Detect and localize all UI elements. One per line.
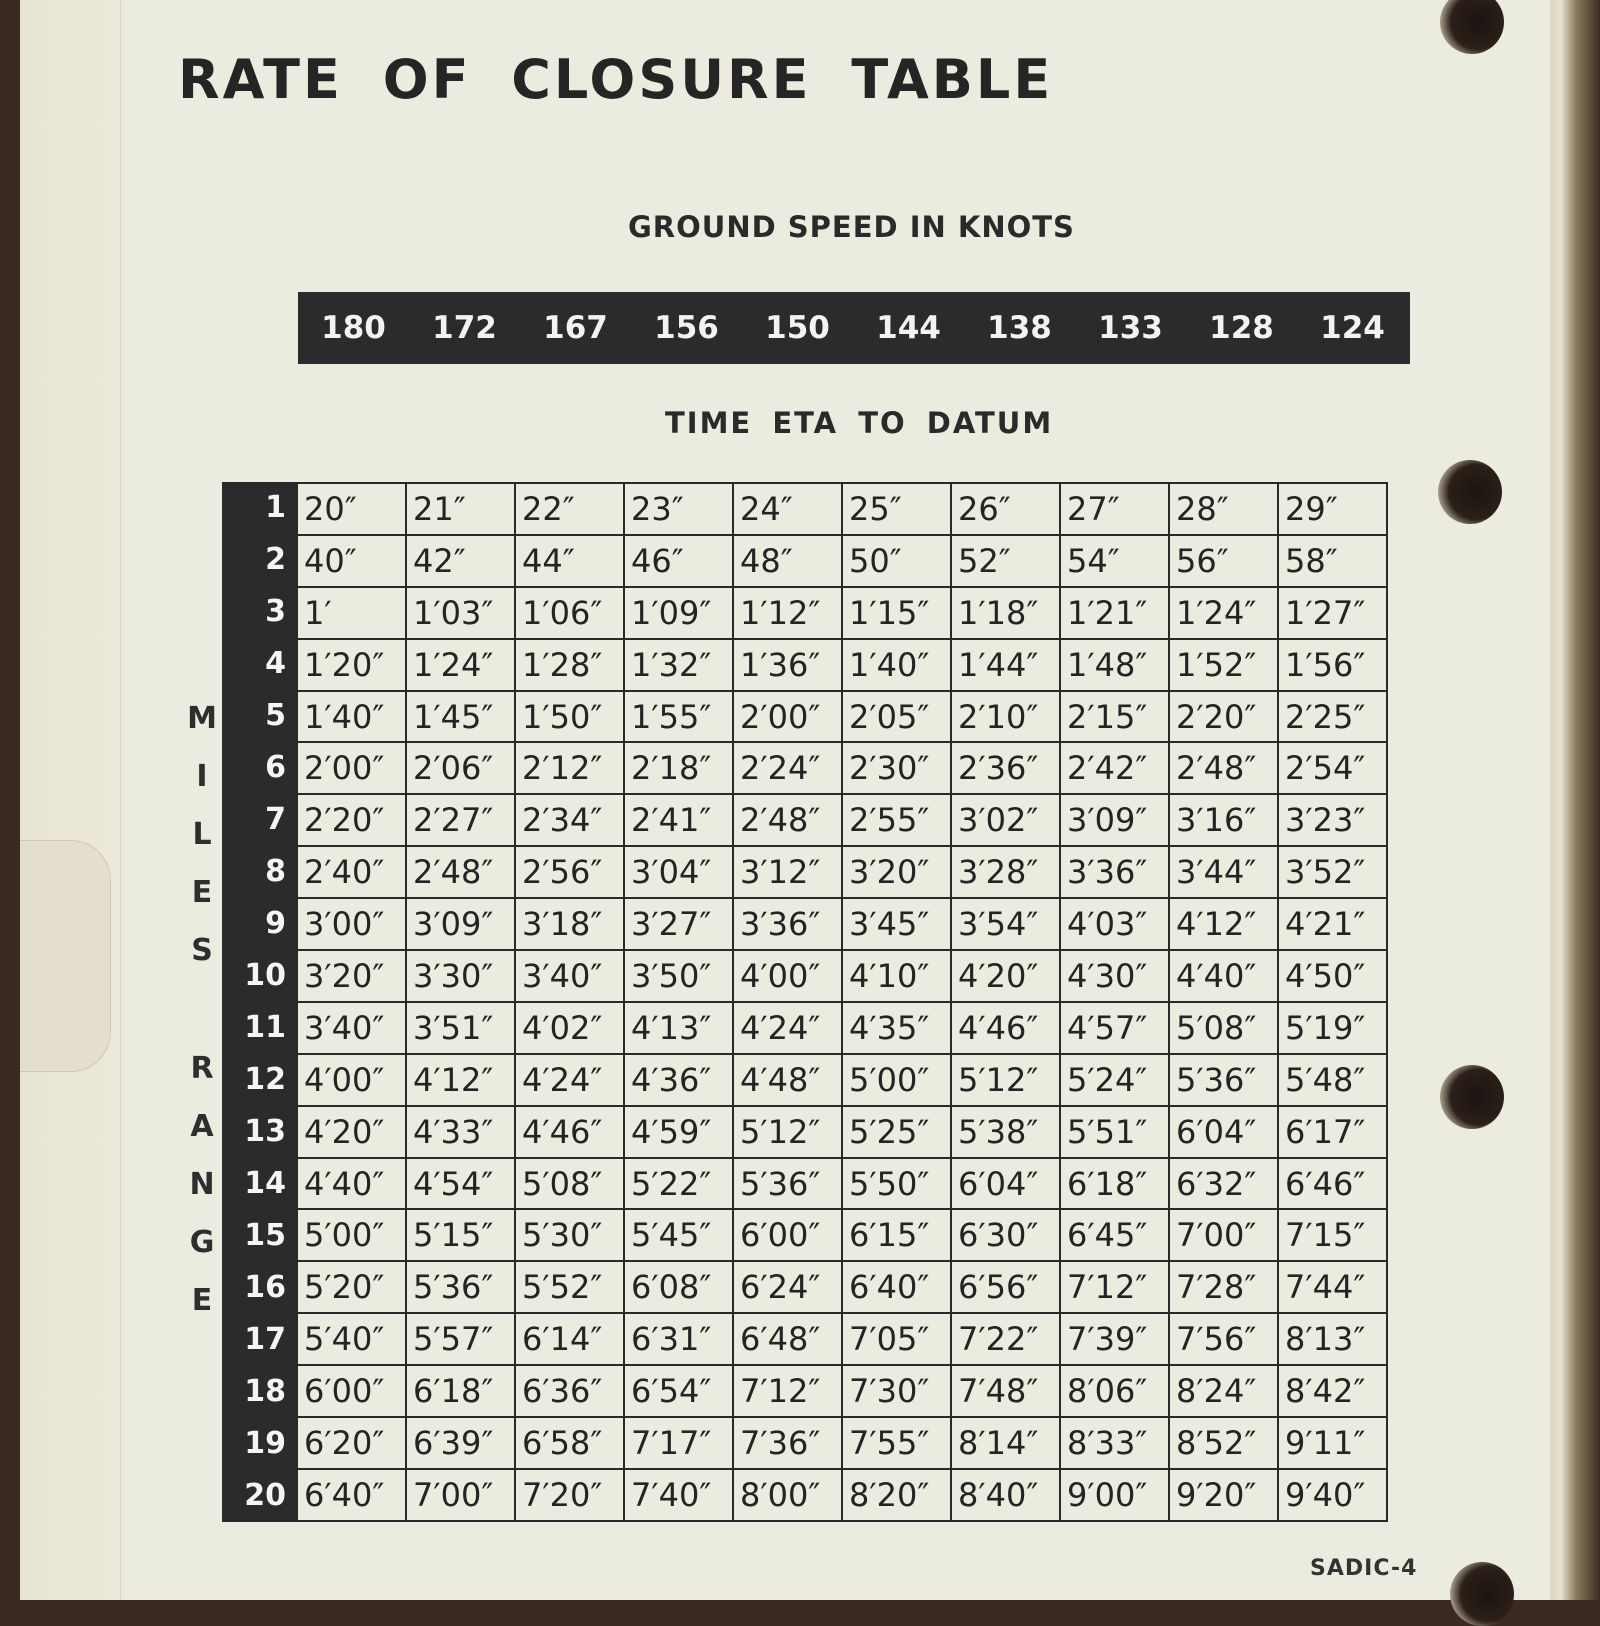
speed-header-cell: 180 [321,310,386,346]
range-letter: G [189,1225,215,1260]
time-cell: 1′40″ [842,639,951,691]
time-cell: 2′42″ [1060,742,1169,794]
speed-header-cell: 133 [1098,310,1163,346]
time-cell: 2′20″ [297,794,406,846]
time-cell: 6′04″ [951,1158,1060,1210]
time-cell: 5′08″ [1169,1002,1278,1054]
time-cell: 20″ [297,483,406,535]
time-cell: 8′06″ [1060,1365,1169,1417]
time-cell: 1′24″ [406,639,515,691]
speed-header-cell: 156 [654,310,719,346]
table-row [297,483,1387,535]
time-cell: 3′09″ [1060,794,1169,846]
time-cell: 2′36″ [951,742,1060,794]
time-cell: 5′48″ [1278,1054,1387,1106]
time-cell: 1′21″ [1060,587,1169,639]
range-vertical-label [178,1040,226,1330]
time-cell: 3′12″ [733,846,842,898]
range-letter: A [190,1109,214,1144]
time-cell: 1′24″ [1169,587,1278,639]
time-cell: 9′11″ [1278,1417,1387,1469]
time-cell: 2′34″ [515,794,624,846]
time-cell: 4′30″ [1060,950,1169,1002]
time-grid [296,482,1388,1522]
range-miles-cell: 4 [265,646,286,681]
range-miles-cell: 18 [244,1374,286,1409]
time-cell: 2′27″ [406,794,515,846]
miles-letter: I [196,759,208,794]
time-cell: 2′40″ [297,846,406,898]
time-cell: 7′39″ [1060,1313,1169,1365]
time-cell: 2′48″ [406,846,515,898]
time-cell: 7′30″ [842,1365,951,1417]
time-cell: 9′00″ [1060,1469,1169,1521]
time-cell: 4′46″ [515,1106,624,1158]
time-cell: 24″ [733,483,842,535]
time-cell: 7′40″ [624,1469,733,1521]
range-miles-cell: 8 [265,854,286,889]
miles-letter: L [192,817,212,852]
time-cell: 3′04″ [624,846,733,898]
range-miles-cell: 1 [265,490,286,525]
time-cell: 8′33″ [1060,1417,1169,1469]
time-cell: 2′00″ [733,691,842,743]
table-row [297,587,1387,639]
range-letter: R [190,1051,214,1086]
time-cell: 6′46″ [1278,1158,1387,1210]
time-cell: 26″ [951,483,1060,535]
time-cell: 6′56″ [951,1261,1060,1313]
range-miles-cell: 10 [244,958,286,993]
time-cell: 5′22″ [624,1158,733,1210]
time-cell: 5′40″ [297,1313,406,1365]
time-cell: 25″ [842,483,951,535]
time-heading: TIME ETA TO DATUM [665,406,1054,440]
time-cell: 6′18″ [406,1365,515,1417]
table-row [297,846,1387,898]
time-cell: 2′20″ [1169,691,1278,743]
time-cell: 4′12″ [1169,898,1278,950]
time-cell: 8′40″ [951,1469,1060,1521]
table-row [297,742,1387,794]
time-cell: 1′12″ [733,587,842,639]
time-cell: 6′54″ [624,1365,733,1417]
time-cell: 8′00″ [733,1469,842,1521]
time-cell: 4′40″ [297,1158,406,1210]
time-cell: 5′24″ [1060,1054,1169,1106]
time-cell: 4′02″ [515,1002,624,1054]
time-cell: 3′51″ [406,1002,515,1054]
page-title: RATE OF CLOSURE TABLE [178,48,1054,111]
time-cell: 28″ [1169,483,1278,535]
time-cell: 6′45″ [1060,1209,1169,1261]
punch-hole [1450,1562,1514,1626]
time-cell: 7′56″ [1169,1313,1278,1365]
time-cell: 7′05″ [842,1313,951,1365]
time-cell: 2′05″ [842,691,951,743]
range-miles-cell: 3 [265,594,286,629]
time-cell: 21″ [406,483,515,535]
time-cell: 5′36″ [406,1261,515,1313]
speed-header-cell: 138 [987,310,1052,346]
time-cell: 7′22″ [951,1313,1060,1365]
time-cell: 1′45″ [406,691,515,743]
range-miles-cell: 5 [265,698,286,733]
time-cell: 5′51″ [1060,1106,1169,1158]
range-letter: E [191,1283,213,1318]
page-left-strip [20,0,121,1600]
time-cell: 56″ [1169,535,1278,587]
time-cell: 3′00″ [297,898,406,950]
time-cell: 2′55″ [842,794,951,846]
time-cell: 2′54″ [1278,742,1387,794]
time-cell: 8′24″ [1169,1365,1278,1417]
time-cell: 8′42″ [1278,1365,1387,1417]
time-cell: 3′16″ [1169,794,1278,846]
range-letter: N [189,1167,215,1202]
time-cell: 5′52″ [515,1261,624,1313]
time-cell: 2′48″ [733,794,842,846]
range-miles-cell: 2 [265,542,286,577]
range-miles-cell: 7 [265,802,286,837]
closure-table [222,482,1388,1522]
time-cell: 50″ [842,535,951,587]
time-cell: 4′36″ [624,1054,733,1106]
table-row [297,898,1387,950]
speed-header-cell: 172 [432,310,497,346]
time-cell: 29″ [1278,483,1387,535]
miles-letter: E [191,875,213,910]
miles-letter: M [187,701,217,736]
time-cell: 3′36″ [733,898,842,950]
time-cell: 2′06″ [406,742,515,794]
time-cell: 2′48″ [1169,742,1278,794]
time-cell: 7′12″ [1060,1261,1169,1313]
time-cell: 1′18″ [951,587,1060,639]
time-cell: 1′48″ [1060,639,1169,691]
time-cell: 4′10″ [842,950,951,1002]
table-row [297,535,1387,587]
time-cell: 2′15″ [1060,691,1169,743]
table-row [297,950,1387,1002]
table-row [297,1002,1387,1054]
time-cell: 7′15″ [1278,1209,1387,1261]
range-miles-cell: 6 [265,750,286,785]
time-cell: 7′12″ [733,1365,842,1417]
time-cell: 6′00″ [297,1365,406,1417]
time-cell: 7′00″ [1169,1209,1278,1261]
speed-header-cell: 167 [543,310,608,346]
time-cell: 6′18″ [1060,1158,1169,1210]
time-cell: 2′12″ [515,742,624,794]
time-cell: 6′14″ [515,1313,624,1365]
time-cell: 6′39″ [406,1417,515,1469]
table-row [297,794,1387,846]
table-row [297,1313,1387,1365]
time-cell: 5′12″ [733,1106,842,1158]
time-cell: 7′20″ [515,1469,624,1521]
time-cell: 7′28″ [1169,1261,1278,1313]
page-tab-notch [20,840,111,1072]
time-cell: 1′52″ [1169,639,1278,691]
time-cell: 3′36″ [1060,846,1169,898]
table-row [297,1365,1387,1417]
time-cell: 5′25″ [842,1106,951,1158]
range-miles-cell: 15 [244,1218,286,1253]
time-cell: 5′50″ [842,1158,951,1210]
time-cell: 7′48″ [951,1365,1060,1417]
time-cell: 2′30″ [842,742,951,794]
time-cell: 7′36″ [733,1417,842,1469]
time-cell: 6′17″ [1278,1106,1387,1158]
time-cell: 1′36″ [733,639,842,691]
time-cell: 1′28″ [515,639,624,691]
time-cell: 6′58″ [515,1417,624,1469]
punch-hole [1438,460,1502,524]
time-cell: 6′40″ [297,1469,406,1521]
time-cell: 3′23″ [1278,794,1387,846]
time-cell: 3′44″ [1169,846,1278,898]
time-cell: 7′44″ [1278,1261,1387,1313]
time-cell: 7′17″ [624,1417,733,1469]
time-cell: 2′25″ [1278,691,1387,743]
time-cell: 22″ [515,483,624,535]
time-cell: 5′19″ [1278,1002,1387,1054]
time-cell: 4′13″ [624,1002,733,1054]
range-miles-cell: 17 [244,1322,286,1357]
time-cell: 5′45″ [624,1209,733,1261]
punch-hole [1440,1065,1504,1129]
range-miles-cell: 20 [244,1478,286,1513]
time-cell: 3′27″ [624,898,733,950]
time-cell: 4′24″ [515,1054,624,1106]
time-cell: 3′50″ [624,950,733,1002]
time-cell: 1′56″ [1278,639,1387,691]
time-cell: 2′24″ [733,742,842,794]
table-row [297,1209,1387,1261]
time-cell: 4′20″ [951,950,1060,1002]
time-cell: 4′00″ [297,1054,406,1106]
time-cell: 42″ [406,535,515,587]
time-cell: 54″ [1060,535,1169,587]
time-cell: 1′50″ [515,691,624,743]
miles-letter: S [191,933,213,968]
time-cell: 4′21″ [1278,898,1387,950]
table-row [297,1106,1387,1158]
table-row [297,1261,1387,1313]
range-miles-cell: 11 [244,1010,286,1045]
time-cell: 3′30″ [406,950,515,1002]
range-miles-cell: 12 [244,1062,286,1097]
time-cell: 7′55″ [842,1417,951,1469]
time-cell: 3′40″ [515,950,624,1002]
time-cell: 3′40″ [297,1002,406,1054]
time-cell: 52″ [951,535,1060,587]
page-footer-code: SADIC-4 [1310,1556,1418,1581]
time-cell: 3′20″ [297,950,406,1002]
table-row [297,1469,1387,1521]
time-cell: 6′32″ [1169,1158,1278,1210]
time-cell: 6′00″ [733,1209,842,1261]
time-cell: 44″ [515,535,624,587]
range-miles-cell: 9 [265,906,286,941]
time-cell: 6′48″ [733,1313,842,1365]
time-cell: 5′12″ [951,1054,1060,1106]
time-cell: 1′40″ [297,691,406,743]
table-row [297,691,1387,743]
time-cell: 5′00″ [842,1054,951,1106]
time-cell: 5′00″ [297,1209,406,1261]
time-cell: 8′20″ [842,1469,951,1521]
time-cell: 1′09″ [624,587,733,639]
table-row [297,639,1387,691]
speed-header-cell: 124 [1320,310,1385,346]
time-cell: 4′57″ [1060,1002,1169,1054]
time-cell: 6′31″ [624,1313,733,1365]
range-miles-cell: 14 [244,1166,286,1201]
table-row [297,1158,1387,1210]
time-cell: 4′40″ [1169,950,1278,1002]
time-cell: 5′36″ [733,1158,842,1210]
time-cell: 9′20″ [1169,1469,1278,1521]
time-cell: 9′40″ [1278,1469,1387,1521]
time-cell: 3′18″ [515,898,624,950]
time-cell: 1′03″ [406,587,515,639]
time-cell: 3′20″ [842,846,951,898]
time-cell: 6′08″ [624,1261,733,1313]
time-cell: 8′13″ [1278,1313,1387,1365]
time-cell: 6′15″ [842,1209,951,1261]
time-cell: 2′10″ [951,691,1060,743]
speed-header-cell: 150 [765,310,830,346]
time-cell: 5′15″ [406,1209,515,1261]
time-cell: 1′15″ [842,587,951,639]
time-cell: 1′20″ [297,639,406,691]
time-cell: 23″ [624,483,733,535]
time-cell: 5′57″ [406,1313,515,1365]
time-cell: 1′27″ [1278,587,1387,639]
time-cell: 4′24″ [733,1002,842,1054]
time-cell: 4′46″ [951,1002,1060,1054]
time-cell: 1′32″ [624,639,733,691]
time-cell: 4′00″ [733,950,842,1002]
range-miles-cell: 13 [244,1114,286,1149]
time-cell: 3′52″ [1278,846,1387,898]
time-cell: 5′36″ [1169,1054,1278,1106]
time-cell: 4′33″ [406,1106,515,1158]
range-miles-cell: 16 [244,1270,286,1305]
time-cell: 1′ [297,587,406,639]
miles-vertical-label [178,690,226,980]
time-cell: 27″ [1060,483,1169,535]
time-cell: 6′40″ [842,1261,951,1313]
time-cell: 6′20″ [297,1417,406,1469]
speed-heading: GROUND SPEED IN KNOTS [628,210,1075,244]
time-cell: 1′55″ [624,691,733,743]
speed-header-cell: 128 [1209,310,1274,346]
time-cell: 3′09″ [406,898,515,950]
time-cell: 3′45″ [842,898,951,950]
time-cell: 3′54″ [951,898,1060,950]
time-cell: 6′24″ [733,1261,842,1313]
time-cell: 3′28″ [951,846,1060,898]
time-cell: 8′14″ [951,1417,1060,1469]
time-cell: 5′08″ [515,1158,624,1210]
range-miles-cell: 19 [244,1426,286,1461]
time-cell: 6′30″ [951,1209,1060,1261]
time-cell: 4′12″ [406,1054,515,1106]
time-cell: 6′36″ [515,1365,624,1417]
time-cell: 7′00″ [406,1469,515,1521]
time-cell: 2′56″ [515,846,624,898]
time-cell: 4′20″ [297,1106,406,1158]
time-cell: 8′52″ [1169,1417,1278,1469]
range-column [222,482,296,1522]
time-cell: 2′41″ [624,794,733,846]
time-cell: 4′35″ [842,1002,951,1054]
speed-header-bar [298,292,1410,364]
time-cell: 5′38″ [951,1106,1060,1158]
time-cell: 3′02″ [951,794,1060,846]
time-cell: 5′30″ [515,1209,624,1261]
time-cell: 58″ [1278,535,1387,587]
time-cell: 2′00″ [297,742,406,794]
time-cell: 4′59″ [624,1106,733,1158]
time-cell: 4′48″ [733,1054,842,1106]
time-cell: 46″ [624,535,733,587]
time-cell: 4′50″ [1278,950,1387,1002]
table-row [297,1054,1387,1106]
speed-header-cell: 144 [876,310,941,346]
time-cell: 48″ [733,535,842,587]
time-cell: 4′54″ [406,1158,515,1210]
table-row [297,1417,1387,1469]
time-cell: 6′04″ [1169,1106,1278,1158]
time-cell: 2′18″ [624,742,733,794]
time-cell: 1′06″ [515,587,624,639]
time-cell: 1′44″ [951,639,1060,691]
time-cell: 40″ [297,535,406,587]
time-cell: 4′03″ [1060,898,1169,950]
time-cell: 5′20″ [297,1261,406,1313]
